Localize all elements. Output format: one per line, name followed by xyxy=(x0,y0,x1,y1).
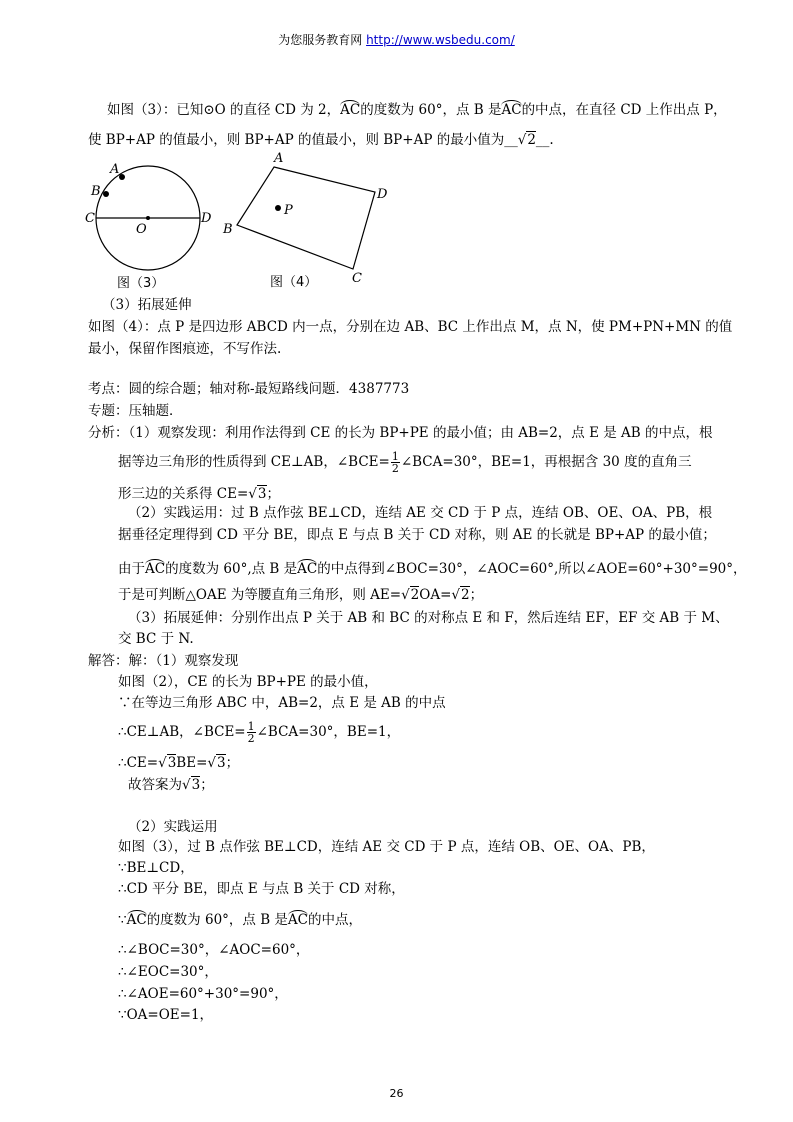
sqrt-3: 3 xyxy=(257,486,267,502)
center-o xyxy=(146,216,150,220)
problem-line-1 xyxy=(107,101,727,119)
jieda-label: 解答： xyxy=(88,653,129,669)
label-c: C xyxy=(85,211,95,226)
jieda-line-5: ∴CE=√3BE=√3； xyxy=(118,755,240,771)
text: 由于 xyxy=(118,561,145,577)
text: 故答案为 xyxy=(128,777,182,793)
part2-line-6: ∴∠EOC=30°， xyxy=(118,964,218,980)
jieda-line-1 xyxy=(88,652,238,670)
text: 的中点， xyxy=(308,912,363,928)
point-p xyxy=(275,205,281,211)
figure-3-caption: 图（3） xyxy=(117,276,165,291)
arc-ac: AC xyxy=(297,561,318,577)
sqrt-2: 2 xyxy=(527,132,536,148)
jieda-line-6: 故答案为√3； xyxy=(128,777,214,793)
problem-line-2: 使 BP+AP 的值最小，则 BP+AP 的值最小，则 BP+AP 的最小值为__√2__. xyxy=(88,132,554,148)
figure-4-quadrilateral xyxy=(220,148,388,288)
text: 于是可判断△OAE 为等腰直角三角形，则 AE= xyxy=(118,587,402,603)
quad-abcd xyxy=(237,167,375,269)
label-a: A xyxy=(274,151,284,166)
arc-ac: AC xyxy=(501,102,522,118)
figure-4-caption: 图（4） xyxy=(270,275,318,290)
label-o: O xyxy=(136,222,147,237)
text: ； xyxy=(225,755,240,771)
blank: __ xyxy=(535,132,550,148)
fenxi-line-5: 据垂径定理得到 CD 平分 BE，即点 E 与点 B 关于 CD 对称，则 AE 的长就是 BP+AP 的最小值； xyxy=(118,527,716,543)
label-a: A xyxy=(110,162,120,177)
text: ； xyxy=(469,587,484,603)
jieda-line-2: 如图（2），CE 的长为 BP+PE 的最小值， xyxy=(118,674,378,690)
blank: __ xyxy=(504,132,518,148)
numerator: 1 xyxy=(391,450,399,463)
text: BE= xyxy=(176,755,208,771)
arc-ac: AC xyxy=(145,561,166,577)
text: ∠BCA=30°，BE=1，再根据含 30 度的直角三 xyxy=(400,454,692,470)
sqrt-3: 3 xyxy=(167,755,177,771)
arc-ac: AC xyxy=(340,102,361,118)
text: 的中点得到∠BOC=30°，∠AOC=60°,所以∠AOE=60°+30°=90°， xyxy=(317,561,747,577)
jieda-line-3: ∵在等边三角形 ABC 中，AB=2，点 E 是 AB 的中点 xyxy=(118,695,446,711)
fenxi-line-8: （3）拓展延伸：分别作出点 P 关于 AB 和 BC 的对称点 E 和 F，然后连结 EF，EF 交 AB 于 M、 xyxy=(128,610,729,626)
text: 的中点，在直径 CD 上作出点 P， xyxy=(521,102,727,118)
part2-line-4 xyxy=(118,911,362,929)
text: 的度数为 60°，点 B 是 xyxy=(146,912,288,928)
jieda-line-4 xyxy=(118,721,400,744)
fenxi-label: 分析： xyxy=(88,425,129,441)
text: ∵ xyxy=(118,912,127,928)
label-d: D xyxy=(377,187,388,202)
text: OA= xyxy=(419,587,452,603)
site-link[interactable]: http://www.wsbedu.com/ xyxy=(366,33,515,47)
text: ∴CE= xyxy=(118,755,159,771)
sqrt-3: 3 xyxy=(191,777,201,793)
label-d: D xyxy=(201,211,212,226)
text: ∴CE⊥AB，∠BCE= xyxy=(118,724,246,740)
text: . xyxy=(549,132,554,148)
fenxi-line-7: 于是可判断△OAE 为等腰直角三角形，则 AE=√2OA=√2； xyxy=(118,587,484,603)
label-b: B xyxy=(223,222,233,237)
sqrt-2: 2 xyxy=(461,587,470,603)
extend-line-1: 如图（4）：点 P 是四边形 ABCD 内一点，分别在边 AB、BC 上作出点 M，点 N，使 PM+PN+MN 的值 xyxy=(88,319,733,335)
part2-line-7: ∴∠AOE=60°+30°=90°， xyxy=(118,986,288,1002)
extend-title: （3）拓展延伸 xyxy=(102,297,192,313)
text: （1）观察发现：利用作法得到 CE 的长为 BP+PE 的最小值；由 AB=2，点 E 是 AB 的中点，根 xyxy=(128,425,713,441)
kaodian: 考点：圆的综合题；轴对称-最短路线问题．4387773 xyxy=(88,381,410,397)
part2-line-5: ∴∠BOC=30°，∠AOC=60°， xyxy=(118,942,310,958)
text: 解：（1）观察发现 xyxy=(128,653,239,669)
text: ； xyxy=(266,486,280,502)
part2-title: （2）实践运用 xyxy=(128,819,218,835)
part2-line-8: ∵OA=OE=1， xyxy=(118,1007,214,1023)
label-p: P xyxy=(284,203,293,218)
site-label: 为您服务教育网 xyxy=(278,33,363,47)
zhuanti: 专题：压轴题． xyxy=(88,403,183,419)
arc-ac: AC xyxy=(287,912,309,928)
text: 据等边三角形的性质得到 CE⊥AB，∠BCE= xyxy=(118,454,390,470)
part2-line-1: 如图（3），过 B 点作弦 BE⊥CD，连结 AE 交 CD 于 P 点，连结 OB、OE、OA、PB， xyxy=(118,839,655,855)
figure-3-circle xyxy=(80,160,230,270)
sqrt-2: 2 xyxy=(410,587,420,603)
label-c: C xyxy=(352,271,362,286)
text: 使 BP+AP 的值最小，则 BP+AP 的值最小，则 BP+AP 的最小值为 xyxy=(88,132,505,148)
fraction-half xyxy=(247,721,256,744)
numerator: 1 xyxy=(247,720,255,733)
text: 如图（3）：已知⊙O 的直径 CD 为 2， xyxy=(107,102,341,118)
text: 形三边的关系得 CE= xyxy=(118,486,249,502)
point-a xyxy=(119,174,125,180)
extend-line-2: 最小，保留作图痕迹，不写作法. xyxy=(88,341,282,357)
fenxi-line-2 xyxy=(118,451,692,474)
text: ； xyxy=(200,777,214,793)
point-b xyxy=(103,191,109,197)
fenxi-line-9: 交 BC 于 N. xyxy=(118,631,194,647)
denominator: 2 xyxy=(391,462,399,475)
fenxi-line-1 xyxy=(88,424,713,442)
text: 的度数为 60°，点 B 是 xyxy=(360,102,502,118)
fenxi-line-6 xyxy=(118,560,747,578)
fenxi-line-3: 形三边的关系得 CE=√3； xyxy=(118,486,280,502)
fenxi-line-4: （2）实践运用：过 B 点作弦 BE⊥CD，连结 AE 交 CD 于 P 点，连结 OB、OE、OA、PB，根 xyxy=(128,505,713,521)
page-number: 26 xyxy=(389,1087,404,1100)
text: ∠BCA=30°，BE=1， xyxy=(256,724,401,740)
part2-line-2: ∵BE⊥CD， xyxy=(118,860,194,876)
label-b: B xyxy=(91,184,101,199)
part2-line-3: ∴CD 平分 BE，即点 E 与点 B 关于 CD 对称， xyxy=(118,881,405,897)
denominator: 2 xyxy=(247,732,255,745)
page-header xyxy=(0,31,793,48)
arc-ac: AC xyxy=(126,912,147,928)
fraction-half xyxy=(391,451,400,474)
text: 的度数为 60°,点 B 是 xyxy=(165,561,298,577)
sqrt-3: 3 xyxy=(217,755,226,771)
